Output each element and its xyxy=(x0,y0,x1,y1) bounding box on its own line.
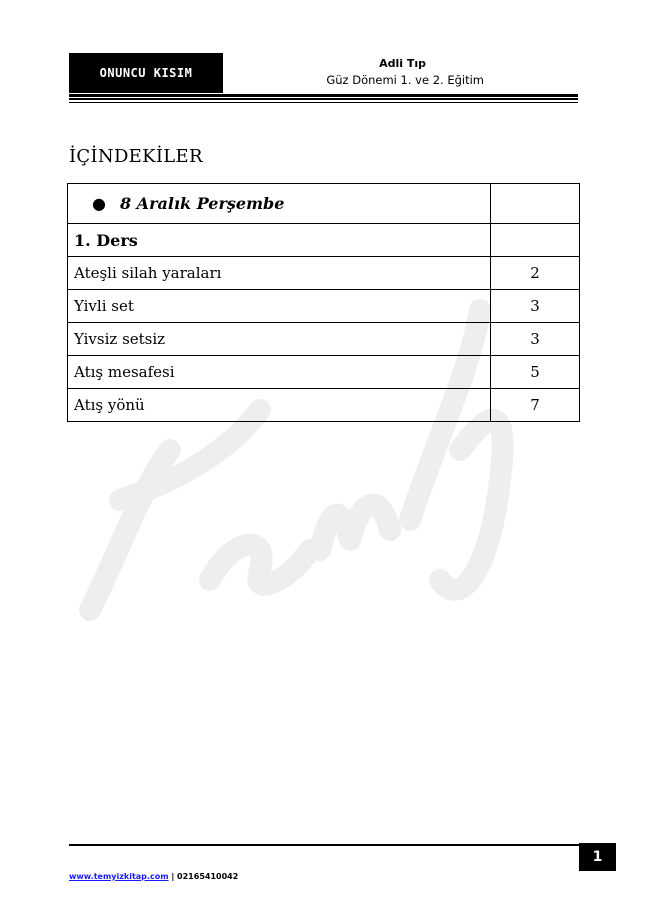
bullet-icon: ● xyxy=(92,194,106,213)
toc-table xyxy=(67,183,580,422)
toc-date-cell xyxy=(68,184,491,224)
toc-item-page: 2 xyxy=(491,257,580,290)
phone-number: 02165410042 xyxy=(177,872,239,881)
footer-separator: | xyxy=(171,872,175,881)
header-rule-thick xyxy=(69,94,578,97)
toc-row xyxy=(68,290,580,323)
toc-date-page xyxy=(491,184,580,224)
toc-row xyxy=(68,356,580,389)
footer-rule xyxy=(69,844,579,846)
toc-item-title: Yivli set xyxy=(68,290,491,323)
toc-item-page: 5 xyxy=(491,356,580,389)
toc-date-label: 8 Aralık Perşembe xyxy=(119,194,285,213)
toc-item-title: Atış yönü xyxy=(68,389,491,422)
toc-heading: İÇİNDEKİLER xyxy=(69,146,203,167)
toc-item-title: Ateşli silah yaraları xyxy=(68,257,491,290)
section-label: ONUNCU KISIM xyxy=(69,53,223,93)
toc-row-date xyxy=(68,184,580,224)
toc-item-page: 3 xyxy=(491,290,580,323)
page-number: 1 xyxy=(579,843,616,871)
header-rule-thin xyxy=(69,102,578,103)
header-titles xyxy=(223,56,578,88)
toc-item-title: Atış mesafesi xyxy=(68,356,491,389)
toc-item-page: 3 xyxy=(491,323,580,356)
toc-row xyxy=(68,257,580,290)
header-rule-mid xyxy=(69,98,578,100)
course-title: Adli Tıp xyxy=(379,57,426,70)
toc-row xyxy=(68,389,580,422)
toc-lesson-page xyxy=(491,224,580,257)
toc-item-page: 7 xyxy=(491,389,580,422)
course-subtitle: Güz Dönemi 1. ve 2. Eğitim xyxy=(326,73,484,87)
toc-row-lesson xyxy=(68,224,580,257)
toc-row xyxy=(68,323,580,356)
toc-lesson-label: 1. Ders xyxy=(68,224,491,257)
website-link[interactable]: www.temyizkitap.com xyxy=(69,872,169,881)
footer-contact xyxy=(69,872,238,881)
toc-item-title: Yivsiz setsiz xyxy=(68,323,491,356)
